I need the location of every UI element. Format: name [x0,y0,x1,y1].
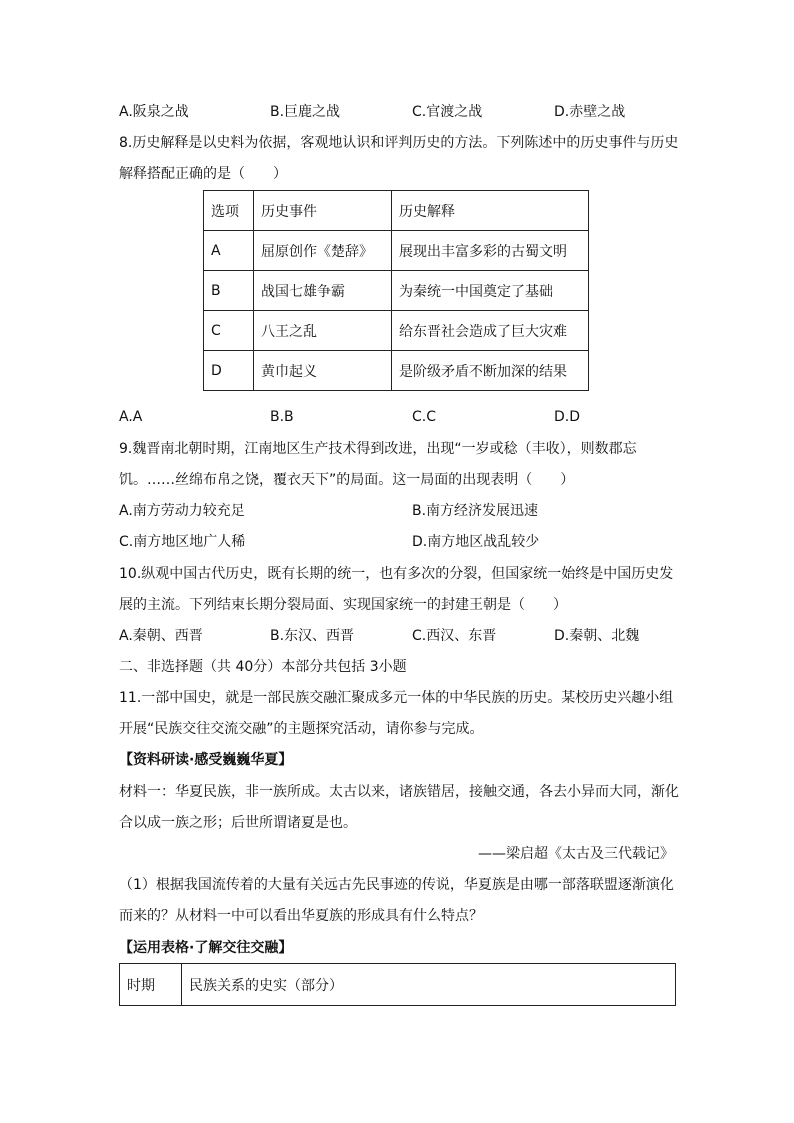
q8-cell-event: 屈原创作《楚辞》 [254,231,392,271]
q11-heading1: 【资料研读·感受巍巍华夏】 [119,752,293,768]
q7-option-a: A.阪泉之战 [119,104,189,120]
q8-stem-line2: 解释搭配正确的是（ ） [119,166,287,182]
q11-stem-line1: 11.一部中国史，就是一部民族交融汇聚成多元一体的中华民族的历史。某校历史兴趣小组 [119,690,674,706]
q8-cell-event: 八王之乱 [254,311,392,351]
q11-material-line2: 合以成一族之形；后世所谓诸夏是也。 [119,815,357,831]
q9-stem-line2: 饥。……丝绵布帛之饶，覆衣天下”的局面。这一局面的出现表明（ ） [119,472,575,488]
q8-cell-option: C [204,311,254,351]
q7-option-b: B.巨鹿之战 [270,104,341,120]
table-row [204,231,589,271]
q11-header-period: 时期 [120,964,182,1006]
q8-cell-explanation: 给东晋社会造成了巨大灾难 [392,311,589,351]
q8-cell-explanation: 为秦统一中国奠定了基础 [392,271,589,311]
q11-source: ——梁启超《太古及三代载记》 [478,846,674,862]
q8-stem-line1: 8.历史解释是以史料为依据，客观地认识和评判历史的方法。下列陈述中的历史事件与历史 [119,135,679,151]
q8-table [203,190,589,391]
q8-header-event: 历史事件 [254,191,392,231]
q11-material-line1: 材料一：华夏民族，非一族所成。太古以来，诸族错居，接触交通，各去小异而大同，渐化 [119,784,679,800]
q8-option-d: D.D [554,409,581,425]
q7-option-c: C.官渡之战 [412,104,483,120]
q9-option-c: C.南方地区地广人稀 [119,534,246,550]
q11-heading2: 【运用表格·了解交往交融】 [119,940,293,956]
q11-table-header-row [120,964,676,1006]
q8-cell-event: 战国七雄争霸 [254,271,392,311]
q8-options [119,407,679,427]
q11-table [119,963,676,1006]
q8-cell-option: D [204,351,254,391]
table-row [204,311,589,351]
table-row [204,351,589,391]
q8-header-option: 选项 [204,191,254,231]
q10-stem-line2: 展的主流。下列结束长期分裂局面、实现国家统一的封建王朝是（ ） [119,597,567,613]
q7-options [119,102,679,122]
q8-header-explanation: 历史解释 [392,191,589,231]
q8-cell-event: 黄巾起义 [254,351,392,391]
q11-header-facts: 民族关系的史实（部分） [182,964,676,1006]
q10-option-a: A.秦朝、西晋 [119,628,203,644]
q8-option-b: B.B [270,409,294,425]
section2-title: 二、非选择题（共 40分）本部分共包括 3小题 [119,659,407,675]
q8-cell-explanation: 展现出丰富多彩的古蜀文明 [392,231,589,271]
q8-option-a: A.A [119,409,143,425]
q10-option-b: B.东汉、西晋 [270,628,355,644]
q11-sub1-line1: （1）根据我国流传着的大量有关远古先民事迹的传说，华夏族是由哪一部落联盟逐渐演化 [119,877,674,893]
q8-cell-option: A [204,231,254,271]
q10-options [119,626,679,646]
q11-stem-line2: 开展“民族交往交流交融”的主题探究活动，请你参与完成。 [119,721,484,737]
q11-sub1-line2: 而来的？从材料一中可以看出华夏族的形成具有什么特点？ [119,908,483,924]
table-row [204,271,589,311]
q8-cell-option: B [204,271,254,311]
q10-stem-line1: 10.纵观中国古代历史，既有长期的统一，也有多次的分裂，但国家统一始终是中国历史发 [119,566,674,582]
q9-option-d: D.南方地区战乱较少 [412,534,540,550]
q9-option-a: A.南方劳动力较充足 [119,503,245,519]
q8-table-header-row [204,191,589,231]
q8-cell-explanation: 是阶级矛盾不断加深的结果 [392,351,589,391]
q10-option-d: D.秦朝、北魏 [554,628,640,644]
q7-option-d: D.赤壁之战 [554,104,626,120]
q9-stem-line1: 9.魏晋南北朝时期，江南地区生产技术得到改进，出现“一岁或稔（丰收），则数郡忘 [119,441,637,457]
q10-option-c: C.西汉、东晋 [412,628,497,644]
q8-option-c: C.C [412,409,437,425]
q9-option-b: B.南方经济发展迅速 [412,503,539,519]
